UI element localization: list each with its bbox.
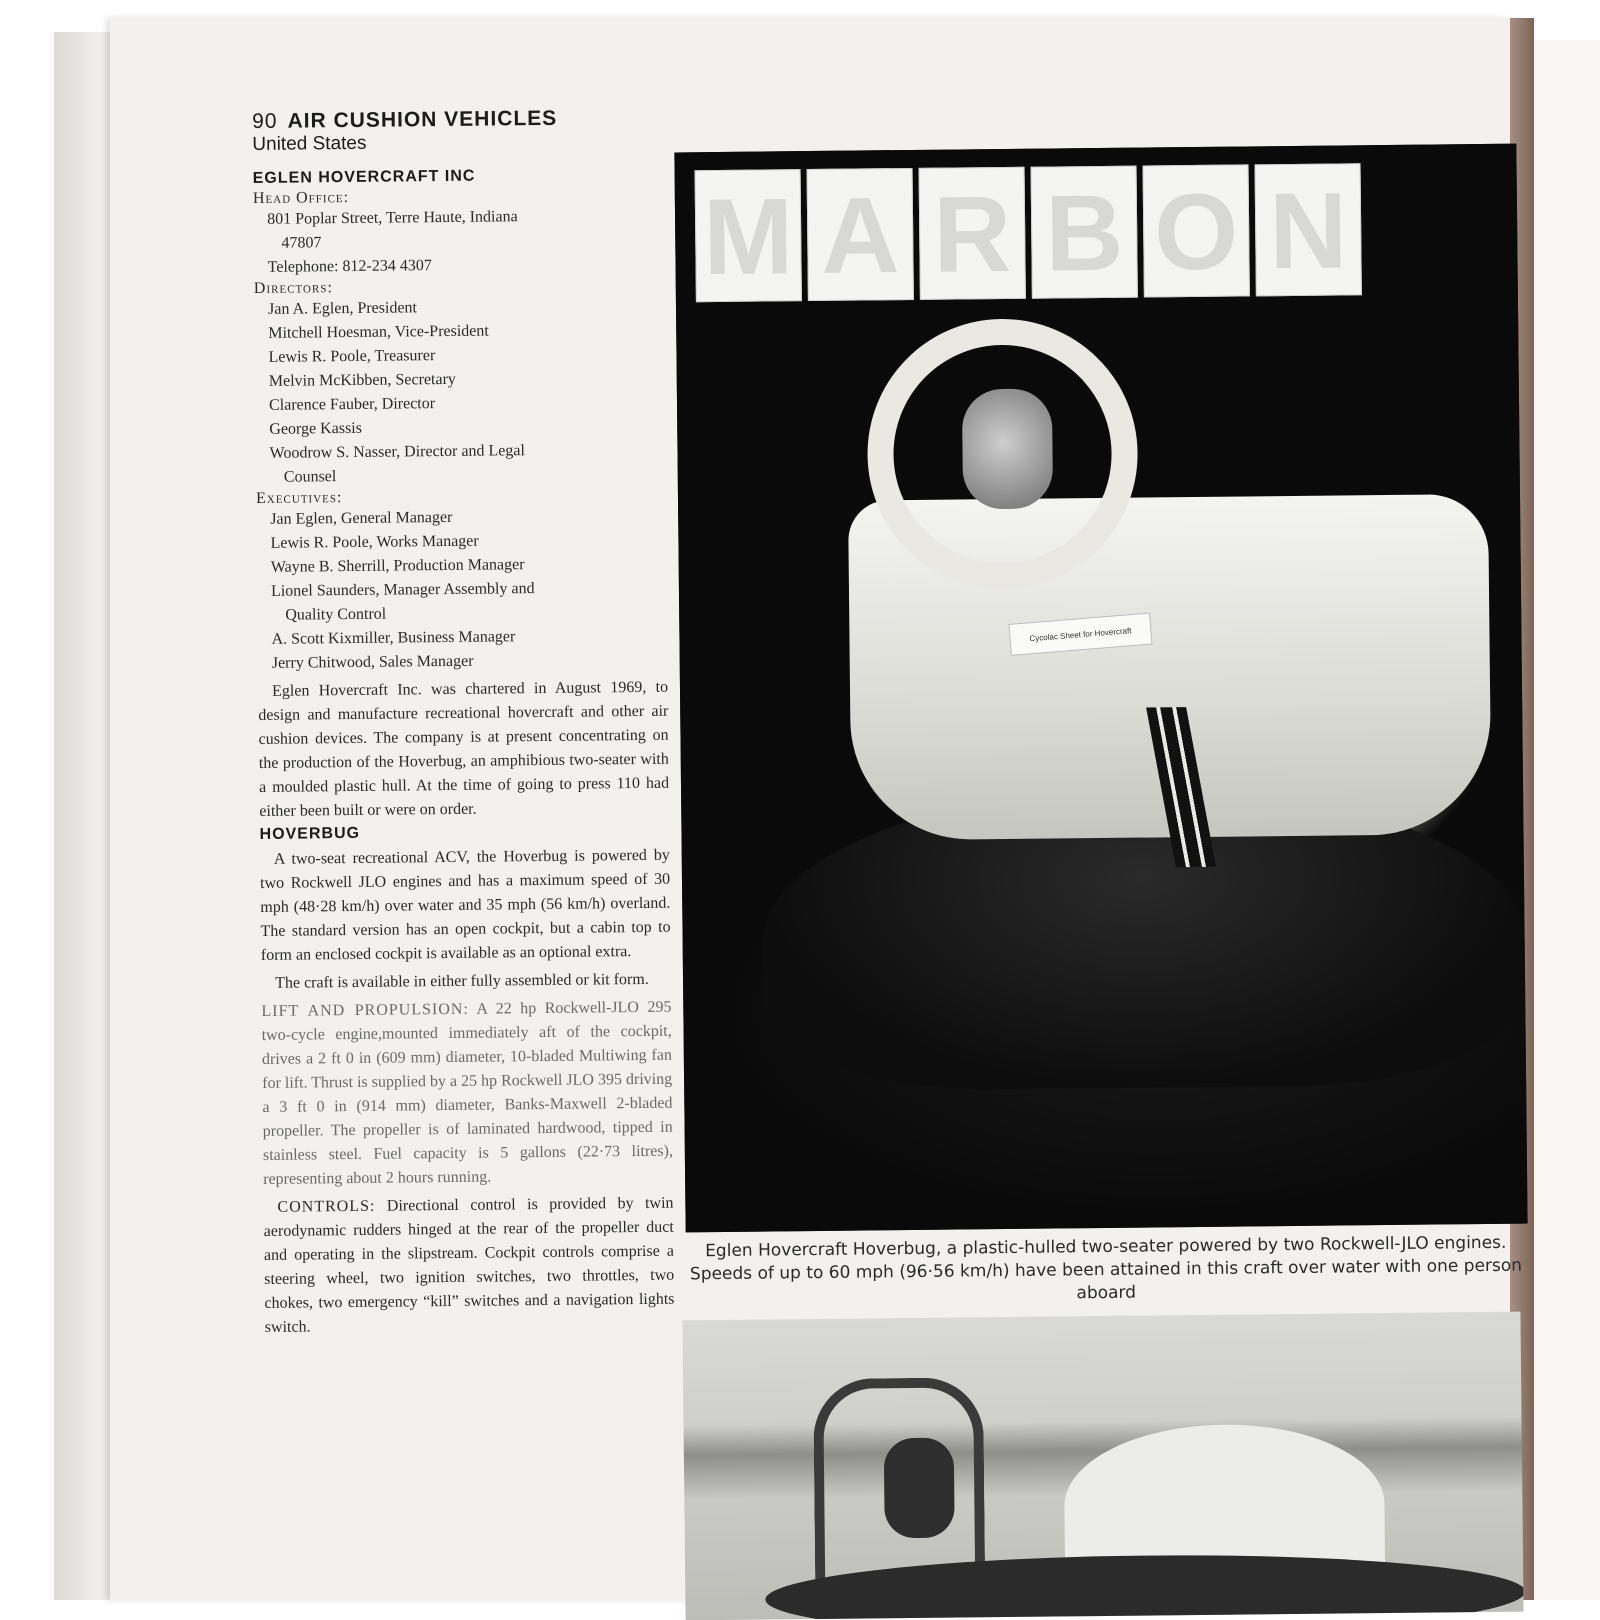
sign-letter: O (1143, 164, 1250, 297)
directors-list (254, 294, 666, 490)
photo-caption: Eglen Hovercraft Hoverbug, a plastic-hulled two-seater powered by two Rockwell-JLO engines. Speeds of up to 60 mph (96·56 km/h) have been attained in this craft over water with one person aboard (689, 1232, 1523, 1304)
sign-letter: N (1255, 163, 1362, 296)
hoverbug-para-1: A two-seat recreational ACV, the Hoverbug is powered by two Rockwell JLO engines and has a maximum speed of 30 mph (48·28 km/h) over water and 35 mph (56 km/h) overland. The standard version has an open cockpit, but a cabin top to form an enclosed cockpit is available as an optional extra. (260, 846, 671, 964)
head-office-label: Head Office: (252, 188, 350, 207)
text-column (252, 106, 675, 1340)
list-item: Wayne B. Sherrill, Production Manager (270, 556, 525, 576)
list-item: Melvin McKibben, Secretary (268, 370, 456, 390)
list-item: Woodrow S. Nasser, Director and Legal (269, 442, 525, 462)
lift-propulsion-text: A 22 hp Rockwell-JLO 295 two-cycle engine,mounted immediately aft of the cockpit, drives a 2 ft 0 in (609 mm) diameter, 10-bladed Multiwing fan for lift. Thrust is supplied by a 25 hp Rockwell JLO 395 driving a 3 ft 0 in (914 mm) diameter, Banks-Maxwell 2-bladed propeller. The propeller is of laminated hardwood, tipped in stainless steel. Fuel capacity is 5 gallons (22·73 litres), representing about 2 hours running. (261, 998, 674, 1188)
list-item: Jan Eglen, General Manager (270, 508, 453, 528)
list-item: Jan A. Eglen, President (267, 299, 418, 318)
list-item: Jerry Chitwood, Sales Manager (271, 652, 474, 672)
list-item: Lewis R. Poole, Treasurer (268, 347, 436, 366)
hoverbug-photo-2 (682, 1312, 1523, 1620)
list-item: A. Scott Kixmiller, Business Manager (271, 628, 516, 648)
placard-label: Cycolac Sheet for Hovercraft (1008, 613, 1152, 656)
list-item: Lewis R. Poole, Works Manager (270, 532, 479, 552)
background-right (1534, 40, 1600, 1600)
list-item: Clarence Fauber, Director (269, 395, 436, 414)
executives-label: Executives: (255, 489, 343, 507)
sign-letter: M (695, 169, 802, 302)
list-item-continuation: Counsel (283, 468, 337, 486)
list-item: Lionel Saunders, Manager Assembly and (270, 580, 535, 600)
list-item-continuation: Quality Control (285, 605, 387, 624)
list-item: George Kassis (269, 419, 363, 438)
hoverbug-para-2: The craft is available in either fully assembled or kit form. (275, 970, 649, 992)
controls-text: Directional control is provided by twin aerodynamic rudders hinged at the rear of the propeller duct and operating in the slipstream. Cockpit controls comprise a steering wheel, two ignition switches, two throttles, two chokes, two emergency “kill” switches and a navigation lights switch. (263, 1194, 675, 1336)
marbon-sign (695, 163, 1362, 302)
sign-letter: B (1031, 166, 1138, 299)
lift-propulsion-para (261, 996, 673, 1192)
hoverbug-heading: HOVERBUG (259, 824, 361, 843)
list-item: Mitchell Hoesman, Vice-President (268, 322, 489, 342)
sign-letter: R (919, 167, 1026, 300)
address-zip: 47807 (281, 234, 322, 252)
address-line: 801 Poplar Street, Terre Haute, Indiana (267, 208, 518, 228)
page-number: 90 (252, 109, 278, 133)
country-heading: United States (252, 132, 367, 155)
executives-list (256, 504, 668, 676)
controls-label: CONTROLS: (277, 1197, 376, 1216)
lift-propulsion-label: LIFT AND PROPULSION: (261, 1000, 469, 1020)
engine (884, 1438, 955, 1539)
directors-label: Directors: (253, 279, 333, 297)
company-name: EGLEN HOVERCRAFT INC (252, 167, 476, 187)
engine (962, 388, 1053, 509)
sign-letter: A (807, 168, 914, 301)
controls-para (263, 1192, 674, 1340)
hoverbug-photo (674, 144, 1527, 1233)
company-intro: Eglen Hovercraft Inc. was chartered in August 1969, to design and manufacture recreational hovercraft and other air cushion devices. The company is at present concentrating on the production of the Hoverbug, an amphibious two-seater with a moulded plastic hull. At the time of going to press 110 had either been built or were on order. (258, 678, 670, 820)
telephone: Telephone: 812-234 4307 (267, 257, 432, 276)
section-title: AIR CUSHION VEHICLES (287, 106, 558, 133)
